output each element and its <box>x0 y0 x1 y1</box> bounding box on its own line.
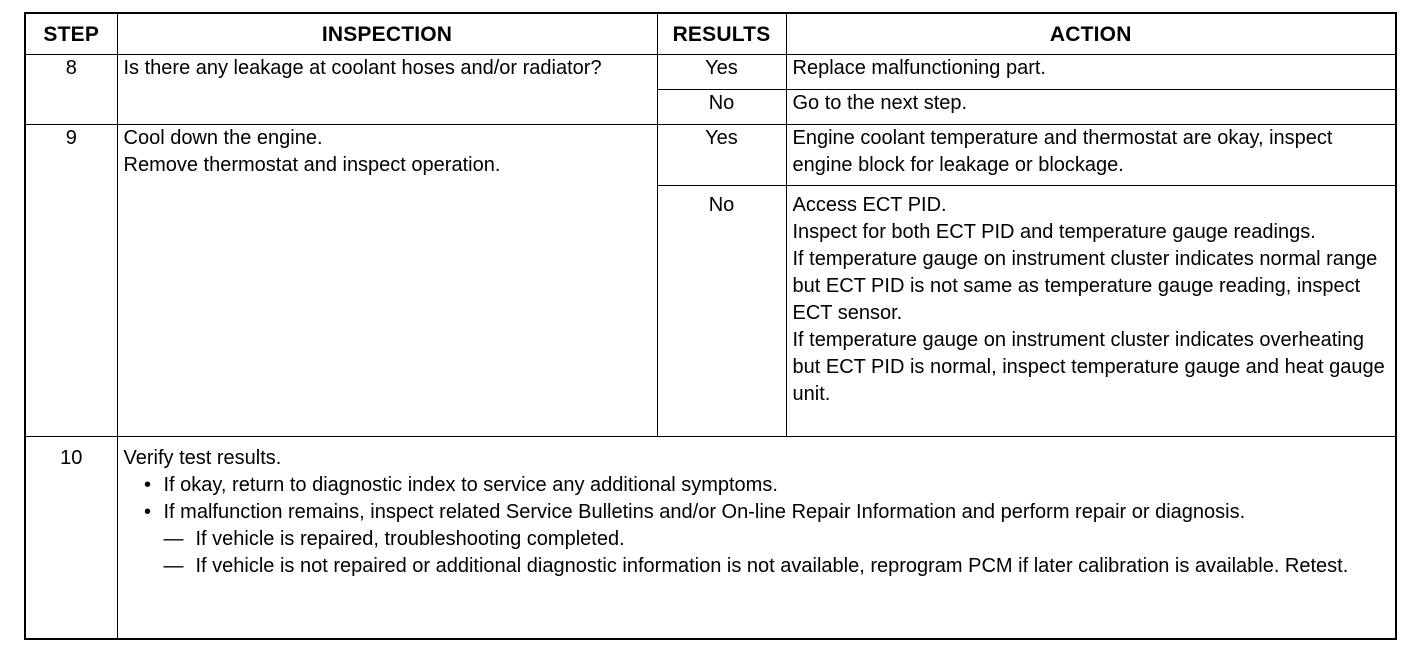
table-row <box>25 55 1396 90</box>
result-no: No <box>657 90 786 125</box>
bullet-icon: • <box>143 474 151 496</box>
list-item: • If okay, return to diagnostic index to service any additional symptoms. <box>141 472 1390 499</box>
action-text: Replace malfunctioning part. <box>786 55 1396 90</box>
step-number: 9 <box>25 125 117 437</box>
bullet-list <box>124 472 1390 580</box>
verify-title: Verify test results. <box>123 447 282 469</box>
list-item: — If vehicle is not repaired or additional diagnostic information is not available, reprogram PCM if later calibration is available. Retest. <box>164 553 1390 580</box>
header-results: RESULTS <box>657 13 786 55</box>
diagnostic-table <box>24 12 1397 640</box>
inspection-text <box>117 125 657 437</box>
action-text: Go to the next step. <box>786 90 1396 125</box>
inspection-line: Remove thermostat and inspect operation. <box>123 154 501 176</box>
bullet-icon: • <box>143 501 151 523</box>
result-no: No <box>657 186 786 437</box>
header-row <box>25 13 1396 55</box>
header-step: STEP <box>25 13 117 55</box>
action-line: If temperature gauge on instrument cluster indicates normal range but ECT PID is not same as temperature gauge reading, inspect ECT sensor. <box>792 248 1378 324</box>
inspection-line: Cool down the engine. <box>123 127 323 149</box>
list-item: — If vehicle is repaired, troubleshooting completed. <box>164 526 1390 553</box>
action-line: Access ECT PID. <box>792 194 947 216</box>
step-number: 8 <box>25 55 117 125</box>
action-line: Inspect for both ECT PID and temperature gauge readings. <box>792 221 1316 243</box>
action-text: Engine coolant temperature and thermostat are okay, inspect engine block for leakage or blockage. <box>786 125 1396 186</box>
table-row <box>25 125 1396 186</box>
dash-icon: — <box>163 528 184 550</box>
action-line: If temperature gauge on instrument cluster indicates overheating but ECT PID is normal, inspect temperature gauge and heat gauge unit. <box>792 329 1385 405</box>
result-yes: Yes <box>657 55 786 90</box>
result-yes: Yes <box>657 125 786 186</box>
step-number: 10 <box>25 437 117 639</box>
dash-list <box>164 526 1390 580</box>
table-row <box>25 437 1396 639</box>
header-inspection: INSPECTION <box>117 13 657 55</box>
dash-icon: — <box>163 555 184 577</box>
verify-results-cell <box>117 437 1396 639</box>
header-action: ACTION <box>786 13 1396 55</box>
list-item: • If malfunction remains, inspect related Service Bulletins and/or On-line Repair Information and perform repair or diagnosis. — If vehicle is repaired, troubleshooting completed. — If vehicle is not repaired or additional diagnostic information is not available, reprogram PCM if later calibration is available. Retest. <box>141 499 1390 580</box>
inspection-text: Is there any leakage at coolant hoses and/or radiator? <box>117 55 657 125</box>
action-text <box>786 186 1396 437</box>
